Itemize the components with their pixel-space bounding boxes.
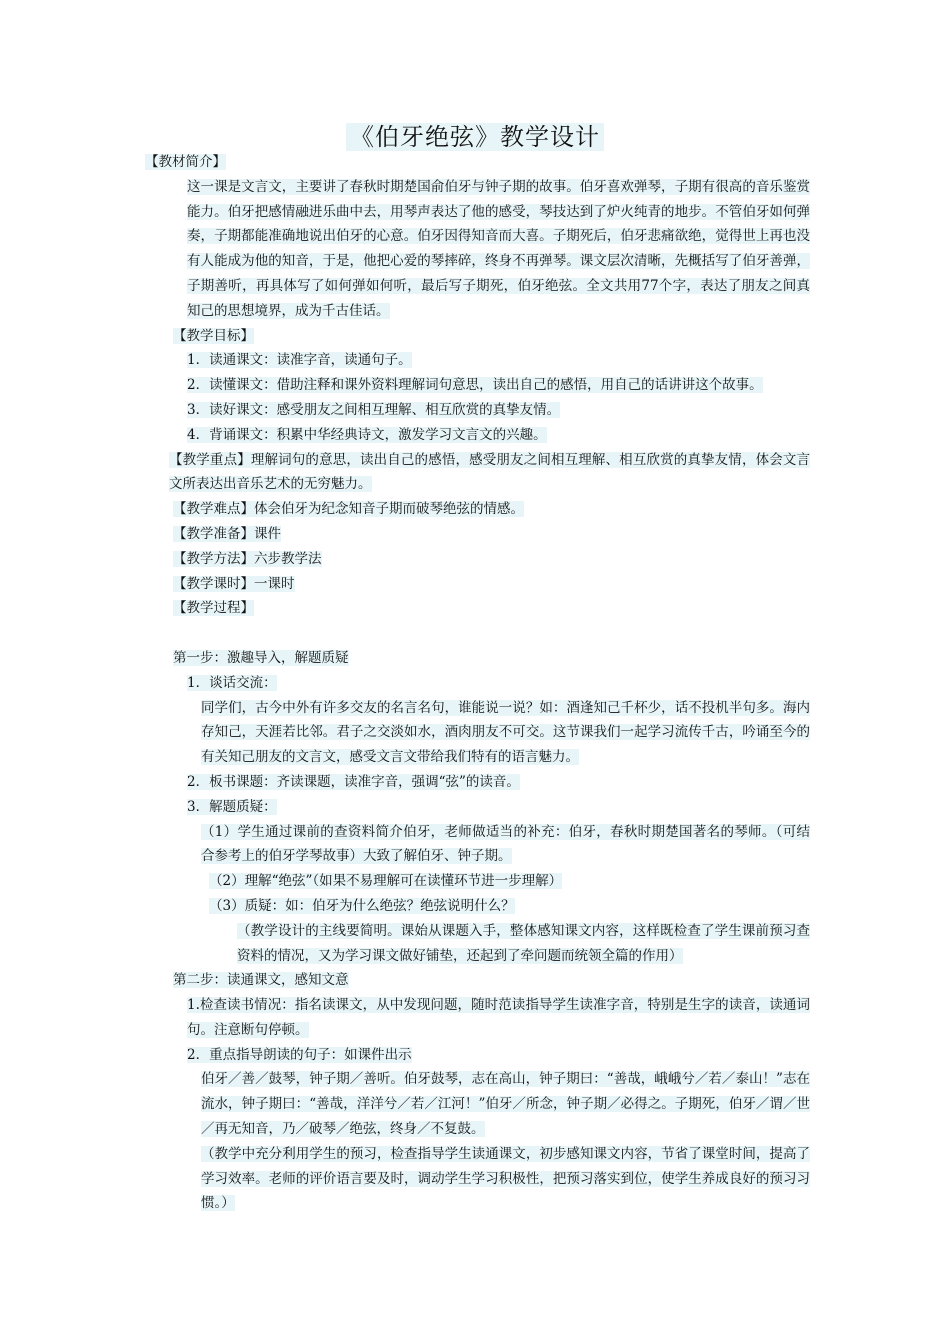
section-heading: 【教学目标】: [173, 327, 254, 344]
step-subitem: （1）学生通过课前的查资料简介伯牙，老师做适当的补充：伯牙，春秋时期楚国著名的琴师。（可结合参考上的伯牙学琴故事）大致了解伯牙、钟子期。: [201, 823, 810, 865]
method-line: 【教学方法】六步教学法: [173, 550, 322, 567]
document-body: [145, 150, 810, 1216]
page-title: 《伯牙绝弦》教学设计: [0, 120, 950, 154]
preparation-line: 【教学准备】课件: [173, 525, 281, 542]
intro-paragraph: 这一课是文言文，主要讲了春秋时期楚国俞伯牙与钟子期的故事。伯牙喜欢弹琴，子期有很高的音乐鉴赏能力。伯牙把感情融进乐曲中去，用琴声表达了他的感受，琴技达到了炉火纯青的地步。不管伯牙如何弹奏，子期都能准确地说出伯牙的心意。伯牙因得知音而大喜。子期死后，伯牙悲痛欲绝，觉得世上再也没有人能成为他的知音，于是，他把心爱的琴摔碎，终身不再弹琴。课文层次清晰，先概括写了伯牙善弹，子期善听，再具体写了如何弹如何听，最后写子期死，伯牙绝弦。全文共用77个字，表达了朋友之间真知己的思想境界，成为千古佳话。: [187, 178, 810, 319]
section-heading: 【教材简介】: [145, 154, 226, 170]
step-item: 2．重点指导朗读的句子：如课件出示: [187, 1046, 412, 1063]
step-item: 2．板书课题：齐读课题，读准字音，强调“弦”的读音。: [187, 773, 520, 790]
period-line: 【教学课时】一课时: [173, 575, 295, 592]
step-heading: 第一步：激趣导入，解题质疑: [173, 649, 349, 666]
goal-item: 1．读通课文：读准字音，读通句子。: [187, 352, 412, 369]
step-item: 3．解题质疑：: [187, 798, 277, 815]
design-note: （教学设计的主线要简明。课始从课题入手，整体感知课文内容，这样既检查了学生课前预习查资料的情况，又为学习课文做好铺垫，还起到了牵问题而统领全篇的作用）: [237, 922, 810, 964]
goal-item: 3．读好课文：感受朋友之间相互理解、相互欣赏的真挚友情。: [187, 401, 561, 418]
step-item: 1．谈话交流：: [187, 674, 277, 691]
step-paragraph: 同学们，古今中外有许多交友的名言名句，谁能说一说？如：酒逢知己千杯少，话不投机半句多。海内存知己，天涯若比邻。君子之交淡如水，酒肉朋友不可交。这节课我们一起学习流传千古，吟诵至今的有关知己朋友的文言文，感受文言文带给我们特有的语言魅力。: [201, 699, 810, 766]
goal-item: 2．读懂课文：借助注释和课外资料理解词句意思，读出自己的感悟，用自己的话讲讲这个故事。: [187, 377, 763, 394]
goal-item: 4．背诵课文：积累中华经典诗文，激发学习文言文的兴趣。: [187, 426, 547, 443]
step-item: 1.检查读书情况：指名读课文，从中发现问题，随时范读指导学生读准字音，特别是生字的读音，读通词句。注意断句停顿。: [187, 997, 810, 1038]
design-note: （教学中充分利用学生的预习，检查指导学生读通课文，初步感知课文内容，节省了课堂时间，提高了学习效率。老师的评价语言要及时，调动学生学习积极性，把预习落实到位，使学生养成良好的预习习惯。）: [201, 1145, 810, 1212]
key-points-paragraph: 【教学重点】理解词句的意思，读出自己的感悟，感受朋友之间相互理解、相互欣赏的真挚友情，体会文言文所表达出音乐艺术的无穷魅力。: [169, 451, 811, 493]
step-subitem: （3）质疑：如：伯牙为什么绝弦？绝弦说明什么？: [209, 897, 515, 914]
step-heading: 第二步：读通课文，感知文意: [173, 972, 349, 989]
reading-passage: 伯牙／善／鼓琴，钟子期／善听。伯牙鼓琴，志在高山，钟子期曰：“善哉，峨峨兮／若／泰山！”志在流水，钟子期曰：“善哉，洋洋兮／若／江河！”伯牙／所念，钟子期／必得之。子期死，伯牙／谓／世／再无知音，乃／破琴／绝弦，终身／不复鼓。: [201, 1071, 810, 1138]
step-subitem: （2）理解“绝弦”（如果不易理解可在读懂环节进一步理解）: [209, 873, 563, 890]
difficulty-line: 【教学难点】体会伯牙为纪念知音子期而破琴绝弦的情感。: [173, 501, 524, 518]
blank-line: [145, 621, 810, 646]
process-heading: 【教学过程】: [173, 600, 254, 617]
